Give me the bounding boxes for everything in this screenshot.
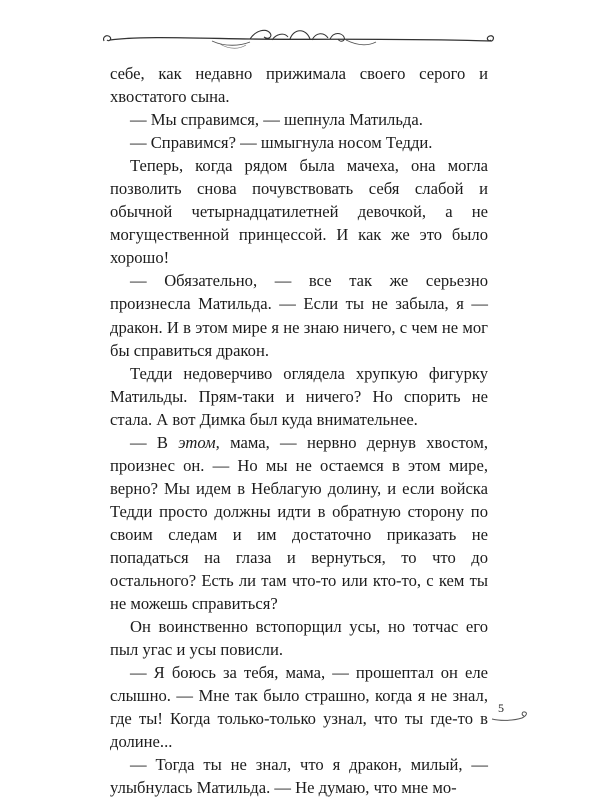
text-run: — В (130, 432, 179, 452)
paragraph: Теперь, когда рядом была мачеха, она могла позволить снова почувствовать себя слабой и обычной четырнадцатилетней девочкой, а не могущественной принцессой. И как же это было хорошо! (110, 156, 488, 268)
paragraph: — Справимся? — шмыгнула носом Тедди. (130, 133, 433, 153)
page-number: 5 (498, 701, 504, 715)
paragraph: Он воинственно встопорщил усы, но тотчас его пыл угас и усы повисли. (110, 617, 488, 660)
paragraph: — Мы справимся, — шепнула Матильда. (130, 110, 423, 130)
header-ornament (100, 22, 500, 54)
page-text (110, 62, 488, 800)
text-run: мама, — нервно дернув хвостом, произнес он. — Но мы не остаемся в этом мире, верно? Мы идем в Неблагую долину, и если войска Тедди просто должны идти в обратную сторону по своим следам и им достаточно приказать не попадаться на глаза и вернуться, то что до остального? Есть ли там что-то или кто-то, с кем ты не можешь справиться? (110, 432, 488, 614)
page-number-flourish (490, 701, 530, 723)
paragraph: — Тогда ты не знал, что я дракон, милый, — улыбнулась Матильда. — Не думаю, что мне мо- (110, 755, 488, 798)
emphasis: этом, (178, 432, 220, 452)
paragraph: — Обязательно, — все так же серьезно произнесла Матильда. — Если ты не забыла, я — дракон. И в этом мире я не знаю ничего, с чем не мог бы справиться дракон. (110, 271, 488, 360)
paragraph (110, 431, 488, 615)
page-number-block (490, 701, 530, 723)
paragraph: Тедди недоверчиво оглядела хрупкую фигурку Матильды. Прям-таки и ничего? Но спорить не стала. А вот Димка был куда внимательнее. (110, 363, 488, 429)
paragraph: — Я боюсь за тебя, мама, — прошептал он еле слышно. — Мне так было страшно, когда я не знал, где ты! Когда только-только узнал, что ты где-то в долине... (110, 663, 488, 752)
paragraph: себе, как недавно прижимала своего серого и хвостатого сына. (110, 64, 488, 107)
